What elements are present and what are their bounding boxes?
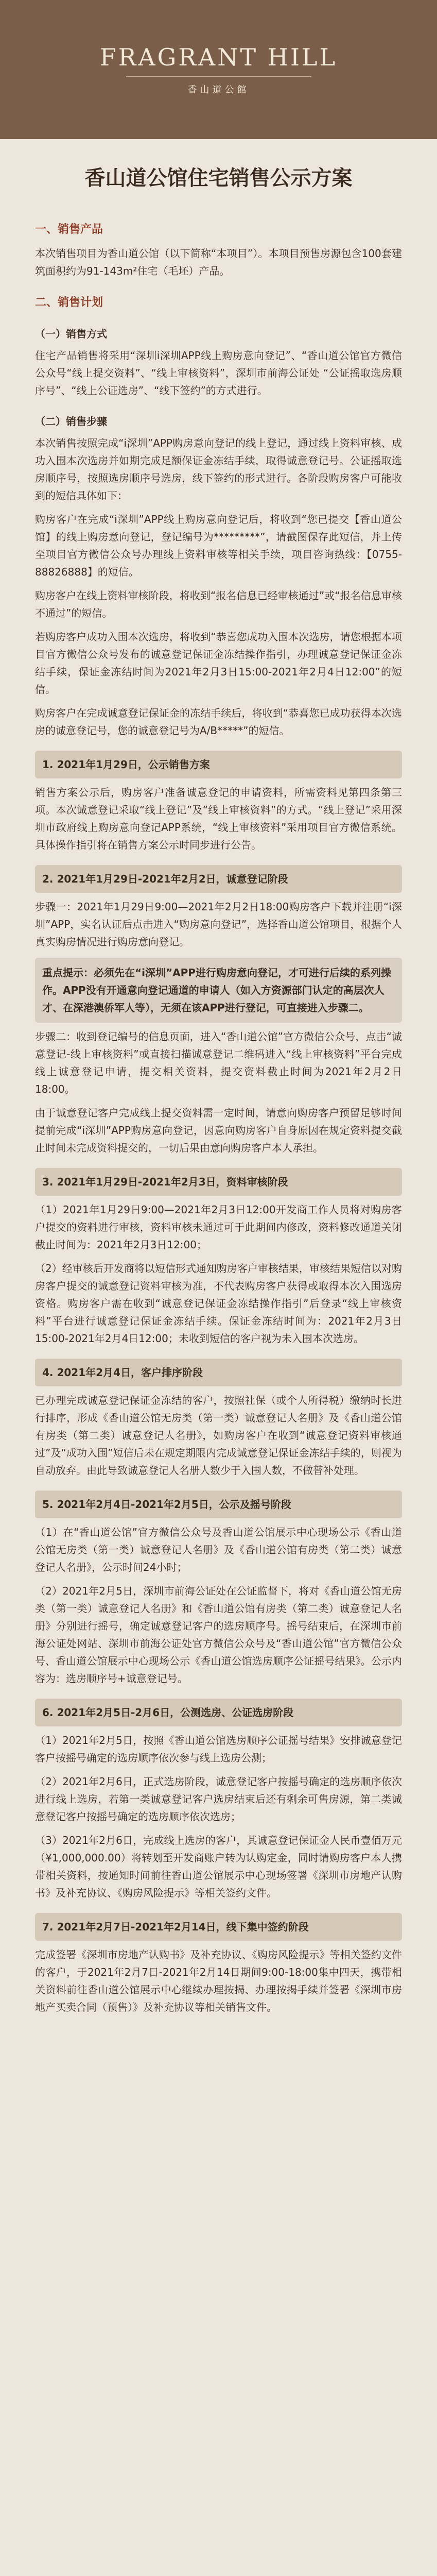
phase-2-note: 由于诚意登记客户完成线上提交资料需一定时间，请意向购房客户预留足够时间提前完成“i深圳”APP购房意向登记，因意向购房客户自身原因在规定资料提交截止时间未完成资料提交的，一切后果由意向购房客户本人承担。 [35,1107,402,1154]
phase-5-item1: （1）在“香山道公馆”官方微信公众号及香山道公馆展示中心现场公示《香山道公馆无房类（第一类）诚意登记人名册》及《香山道公馆有房类（第二类）诚意登记人名册》，公示时间24小时； [35,1526,402,1573]
section-text-2a: 住宅产品销售将采用“深圳i深圳APP线上购房意向登记”、“香山道公馆官方微信公众号“线上提交资料”、“线上审核资料”，深圳市前海公证处 “公证摇取选房顺序号”、“线上公证选房”、“线下签约”的方式进行。 [35,349,402,397]
phase-4-title: 4. 2021年2月4日，客户排序阶段 [35,1359,402,1386]
phase-5-item2: （2）2021年2月5日，深圳市前海公证处在公证监督下，将对《香山道公馆无房类（第一类）诚意登记人名册》和《香山道公馆有房类（第二类）诚意登记人名册》分别进行摇号，确定诚意登记客户的选房顺序号。摇号结束后，在深圳市前海公证处网站、深圳市前海公证处官方微信公众号及“香山道公馆”官方微信公众号、香山道公馆展示中心现场公示《香山道公馆选房顺序公证摇号结果》。公示内容为：选房顺序号+诚意登记号。 [35,1585,402,1685]
phase-6-item1: （1）2021年2月5日，按照《香山道公馆选房顺序公证摇号结果》安排诚意登记客户按摇号确定的选房顺序依次参与线上选房公测； [35,1734,402,1764]
phase-1-title: 1. 2021年1月29日，公示销售方案 [35,751,402,778]
page-title: 香山道公馆住宅销售公示方案 [84,166,353,190]
phase-7-title: 7. 2021年2月7日-2021年2月14日，线下集中签约阶段 [35,1913,402,1941]
section-text-2e: 若购房客户成功入围本次选房，将收到“恭喜您成功入围本次选房，请您根据本项目官方微信公众号发布的诚意登记保证金冻结操作指引，办理诚意登记保证金冻结手续，保证金冻结时间为2021年2月3日15:00-2021年2月4日12:00”的短信。 [35,631,402,696]
phase-3-item1: （1）2021年1月29日9:00—2021年2月3日12:00开发商工作人员将对购房客户提交的资料进行审核，资料审核未通过可于此期间内修改，资料修改通道关闭截止时间为：2021年2月3日12:00； [35,1204,402,1251]
section-text-2f: 购房客户在完成诚意登记保证金的冻结手续后，将收到“恭喜您已成功获得本次选房的诚意登记号，您的诚意登记号为A/B*****”的短信。 [35,707,402,737]
brand-en: FRAGRANT HILL [99,43,338,71]
subhead-sales-method: （一）销售方式 [35,328,107,340]
section-text-2c: 购房客户在完成“i深圳”APP线上购房意向登记后，将收到“您已提交【香山道公馆】的线上购房意向登记，登记编号为*********”，请截图保存此短信，并上传至项目官方微信公众号办理线上资料审核等相关手续，项目咨询热线：【0755-88826888】的短信。 [35,513,402,578]
phase-2-step1: 步骤一：2021年1月29日9:00—2021年2月2日18:00购房客户下载并注册“i深圳”APP，实名认证后点击进入“购房意向登记”，选择香山道公馆项目，根据个人真实购房情况进行购房意向登记。 [35,901,402,948]
phase-4-body: 已办理完成诚意登记保证金冻结的客户，按照社保（或个人所得税）缴纳时长进行排序，形成《香山道公馆无房类（第一类）诚意登记人名册》及《香山道公馆有房类（第二类）诚意登记人名册》，如购房客户在收到“诚意登记资料审核通过”及“成功入围”短信后未在规定期限内完成诚意登记保证金冻结手续的，则视为自动放弃。由此导致诚意登记人名册人数少于入围人数，不做替补处理。 [35,1394,402,1477]
phase-2-title: 2. 2021年1月29日-2021年2月2日，诚意登记阶段 [35,865,402,893]
phase-2-focus-text: 重点提示：必须先在“i深圳”APP进行购房意向登记，才可进行后续的系列操作。APP没有开通意向登记通道的申请人（如入方资源部门认定的高层次人才、在深港澳侨军人等），无须在该APP进行登记，可直接进入步骤二。 [42,967,391,1014]
phase-5-title: 5. 2021年2月4日-2021年2月5日，公示及摇号阶段 [35,1490,402,1518]
phase-2-step2: 步骤二：收到登记编号的信息页面，进入“香山道公馆”官方微信公众号，点击“诚意登记-线上审核资料”或直接扫描诚意登记二维码进入“线上审核资料”平台完成线上诚意登记申请，提交相关资料，提交资料截止时间为2021年2月2日18:00。 [35,1030,402,1095]
section-title-1: 一、销售产品 [35,223,103,236]
section-text-2d: 购房客户在线上资料审核阶段，将收到“报名信息已经审核通过”或“报名信息审核不通过”的短信。 [35,589,402,619]
section-text-2b: 本次销售按照完成“i深圳”APP购房意向登记的线上登记，通过线上资料审核、成功入围本次选房并如期完成足额保证金冻结手续，取得诚意登记号。公证摇取选房顺序号，按照选房顺序号选房，线下签约的形式进行。各阶段购房客户可能收到的短信具体如下： [35,437,402,502]
phase-6-title: 6. 2021年2月5日-2月6日，公测选房、公证选房阶段 [35,1699,402,1726]
section-title-2: 二、销售计划 [35,296,103,309]
phase-3-title: 3. 2021年1月29日-2021年2月3日，资料审核阶段 [35,1168,402,1196]
document-content [0,201,437,2043]
section-text-1: 本次销售项目为香山道公馆（以下简称“本项目”）。本项目预售房源包含100套建筑面积约为91-143m²住宅（毛坯）产品。 [35,247,402,277]
phase-1-body: 销售方案公示后，购房客户准备诚意登记的申请资料，所需资料见第四条第三项。本次诚意登记采取“线上登记”及“线上审核资料”的方式。“线上登记”采用深圳市政府线上购房意向登记APP系统，“线上审核资料”采用项目官方微信系统。具体操作指引将在销售方案公示时同步进行公告。 [35,786,402,851]
phase-7-body: 完成签署《深圳市房地产认购书》及补充协议、《购房风险提示》等相关签约文件的客户，于2021年2月7日-2021年2月14日期间9:00-18:00集中四天，携带相关资料前往香山道公馆展示中心继续办理按揭、办理按揭手续并签署《深圳市房地产买卖合同（预售）》及补充协议等相关销售文件。 [35,1948,402,2013]
phase-6-item3: （3）2021年2月6日，完成线上选房的客户，其诚意登记保证金人民币壹佰万元（¥1,000,000.00）将转划至开发商账户转为认购定金，同时请购房客户本人携带相关资料，按通知时间前往香山道公馆展示中心现场签署《深圳市房地产认购书》及补充协议、《购房风险提示》等相关签约文件。 [35,1834,402,1899]
brand-divider [126,76,311,77]
subhead-sales-steps: （二）销售步骤 [35,415,107,428]
phase-3-item2: （2）经审核后开发商将以短信形式通知购房客户审核结果，审核结果短信以对购房客户提交的诚意登记资料审核为准，不代表购房客户获得或取得本次入围选房资格。购房客户需在收到“诚意登记保证金冻结操作指引”后登录“线上审核资料”平台进行诚意登记保证金冻结手续。保证金冻结时间为：2021年2月3日15:00-2021年2月4日12:00；未收到短信的客户视为未入围本次选房。 [35,1262,402,1345]
phase-2-focus [35,958,402,1023]
brand-cn: 香山道公館 [187,84,250,95]
brand-hero [0,0,437,139]
phase-6-item2: （2）2021年2月6日，正式选房阶段，诚意登记客户按摇号确定的选房顺序依次进行线上选房，若第一类诚意登记客户选房结束后还有剩余可售房源，第二类诚意登记客户按摇号确定的选房顺序依次选房； [35,1775,402,1823]
